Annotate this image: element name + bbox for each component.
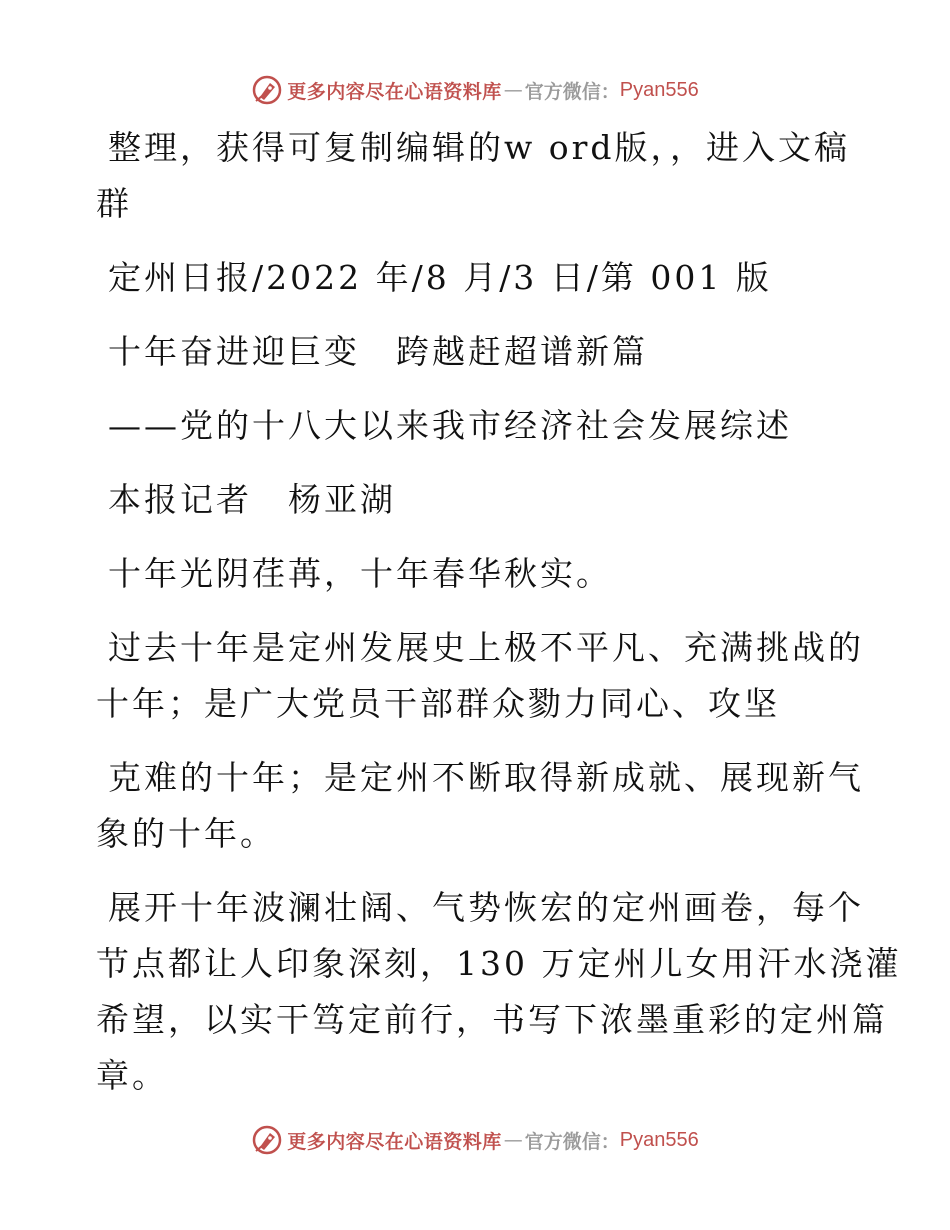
text-line: 象的十年。 [96,814,276,853]
text-line: 整理，获得可复制编辑的w ord版，，进入文稿 [108,128,851,167]
text-line: 节点都让人印象深刻，130 万定州儿女用汗水浇灌 [96,944,902,983]
text-line: 十年光阴荏苒，十年春华秋实。 [108,554,612,593]
text-line: 展开十年波澜壮阔、气势恢宏的定州画卷，每个 [108,888,864,927]
paragraph-subheadline [96,398,856,454]
text-line: ——党的十八大以来我市经济社会发展综述 [108,406,792,445]
banner-main-text: 更多内容尽在心语资料库 [287,1130,502,1153]
text-line: 十年奋进迎巨变 跨越赶超谱新篇 [108,332,648,371]
text-line: 十年；是广大党员干部群众勠力同心、攻坚 [96,684,780,723]
text-line: 定州日报/2022 年/8 月/3 日/第 001 版 [108,258,772,297]
paragraph-headline [96,324,856,380]
paragraph [96,120,856,232]
paragraph [96,546,856,602]
banner-wechat-label: 官方微信： [524,80,620,103]
banner-main-text: 更多内容尽在心语资料库 [287,80,502,103]
banner-wechat-id: Pyan556 [619,1128,699,1151]
text-line: 希望，以实干笃定前行，书写下浓墨重彩的定州篇 [96,1000,888,1039]
text-line: 群 [96,184,132,223]
banner-wechat-label: 官方微信： [524,1130,620,1153]
paragraph [96,880,902,1104]
paragraph-dateline [96,250,856,306]
banner-separator: — [503,1129,523,1151]
pen-nib-circle-icon [251,1124,283,1156]
paragraph [96,620,864,732]
document-body [96,120,902,1104]
text-line: 本报记者 杨亚湖 [108,480,396,519]
text-line: 过去十年是定州发展史上极不平凡、充满挑战的 [108,628,864,667]
paragraph-byline [96,472,856,528]
header-banner [0,70,950,110]
text-line: 章。 [96,1056,168,1095]
banner-separator: — [503,79,523,101]
paragraph [96,750,864,862]
footer-banner [0,1120,950,1160]
pen-nib-circle-icon [251,74,283,106]
banner-wechat-id: Pyan556 [619,78,699,101]
text-line: 克难的十年；是定州不断取得新成就、展现新气 [108,758,864,797]
